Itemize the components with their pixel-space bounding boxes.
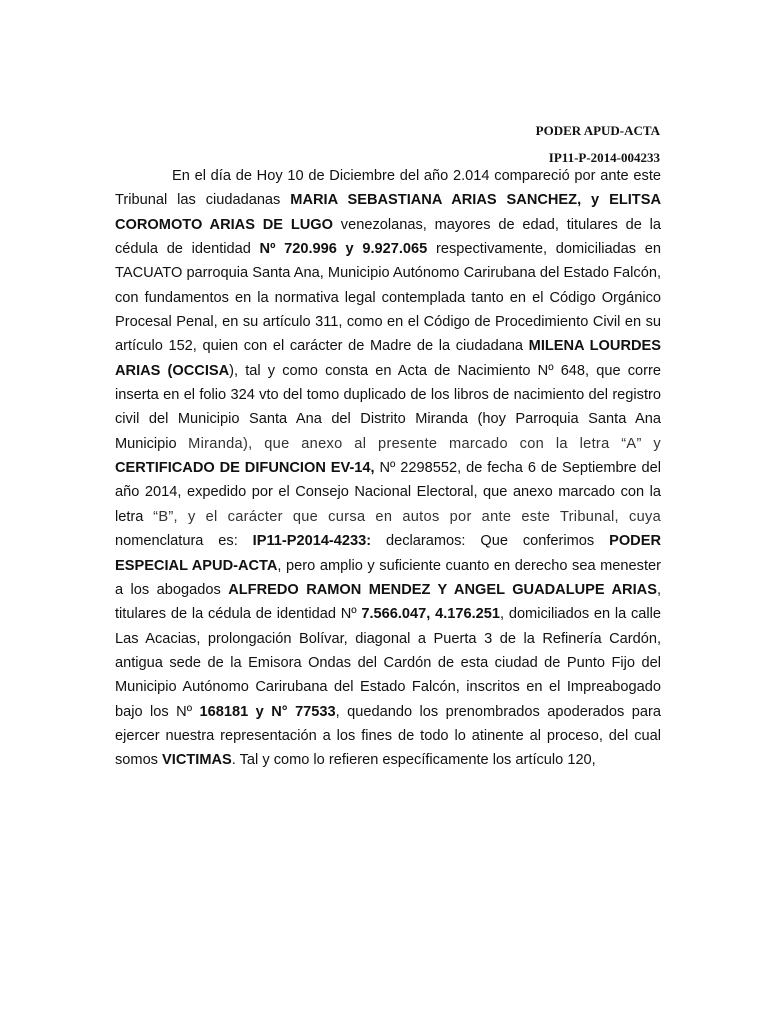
text-run: , quedando los prenombrados apoderados para ejercer nuestra representación a los fines de todo lo atinente al proceso, del cual somos <box>115 703 661 769</box>
text-run: nomenclatura es: <box>115 533 253 550</box>
bold-text-run: 168181 y N° 77533 <box>199 703 336 720</box>
bold-text-run: Nº 720.996 y 9.927.065 <box>259 241 428 258</box>
text-run: . Tal y como lo refieren específicamente los artículo 120, <box>231 752 596 769</box>
body-paragraph <box>115 164 661 773</box>
bold-text-run: PODER ESPECIAL APUD-ACTA <box>115 533 661 574</box>
text-run: , domiciliados en la calle Las Acacias, prolongación Bolívar, diagonal a Puerta 3 de la Refinería Cardón, antigua sede de la Emisora Ondas del Cardón de esta ciudad de Punto Fijo del Municipio Autónomo Carirubana del Estado Falcón, inscritos en el Impreabogado bajo los Nº <box>115 606 662 720</box>
text-run: , pero amplio y suficiente cuanto en derecho sea menester a los abogados <box>115 557 661 598</box>
bold-text-run: VICTIMAS <box>162 752 232 769</box>
document-title: PODER APUD-ACTA <box>535 123 660 138</box>
text-run: En el día de Hoy 10 de Diciembre del año 2.014 compareció por ante este Tribunal las ciudadanas <box>115 168 661 209</box>
bold-text-run: ALFREDO RAMON MENDEZ Y ANGEL GUADALUPE ARIAS <box>228 581 657 598</box>
text-run: , titulares de la cédula de identidad Nº <box>115 581 661 623</box>
document-body <box>115 164 661 773</box>
bold-text-run: MILENA LOURDES ARIAS (OCCISA <box>115 338 661 379</box>
bold-text-run: CERTIFICADO DE DIFUNCION EV-14, <box>115 460 375 477</box>
text-run: “B”, y el carácter que cursa en autos por ante este Tribunal, cuya <box>153 508 661 525</box>
bold-text-run: IP11-P2014-4233: <box>252 533 372 550</box>
text-run: declaramos: Que conferimos <box>371 533 610 550</box>
case-number: IP11-P-2014-004233 <box>548 150 660 165</box>
text-run: venezolanas, mayores de edad, titulares de la cédula de identidad <box>115 216 662 258</box>
document-header <box>536 117 660 171</box>
text-run: Nº 2298552, de fecha 6 de Septiembre del año 2014, expedido por el Consejo Nacional Electoral, que anexo marcado con la letra <box>115 460 662 525</box>
text-run: Miranda), que anexo al presente marcado con la letra “A” y <box>188 435 661 452</box>
text-run: ), tal y como consta en Acta de Nacimiento Nº 648, que corre inserta en el folio 324 vto del tomo duplicado de los libros de nacimiento del registro civil del Municipio Santa Ana del Distrito Miranda (hoy Parroquia Santa Ana Municipio <box>115 362 661 452</box>
bold-text-run: MARIA SEBASTIANA ARIAS SANCHEZ, y ELITSA COROMOTO ARIAS DE LUGO <box>115 192 661 233</box>
bold-text-run: 7.566.047, 4.176.251 <box>361 606 501 623</box>
text-run: respectivamente, domiciliadas en TACUATO parroquia Santa Ana, Municipio Autónomo Carirubana del Estado Falcón, con fundamentos en la normativa legal contemplada tanto en el Código Orgánico Procesal Penal, en su artículo 311, como en el Código de Procedimiento Civil en su artículo 152, quien con el carácter de Madre de la ciudadana <box>115 241 662 355</box>
